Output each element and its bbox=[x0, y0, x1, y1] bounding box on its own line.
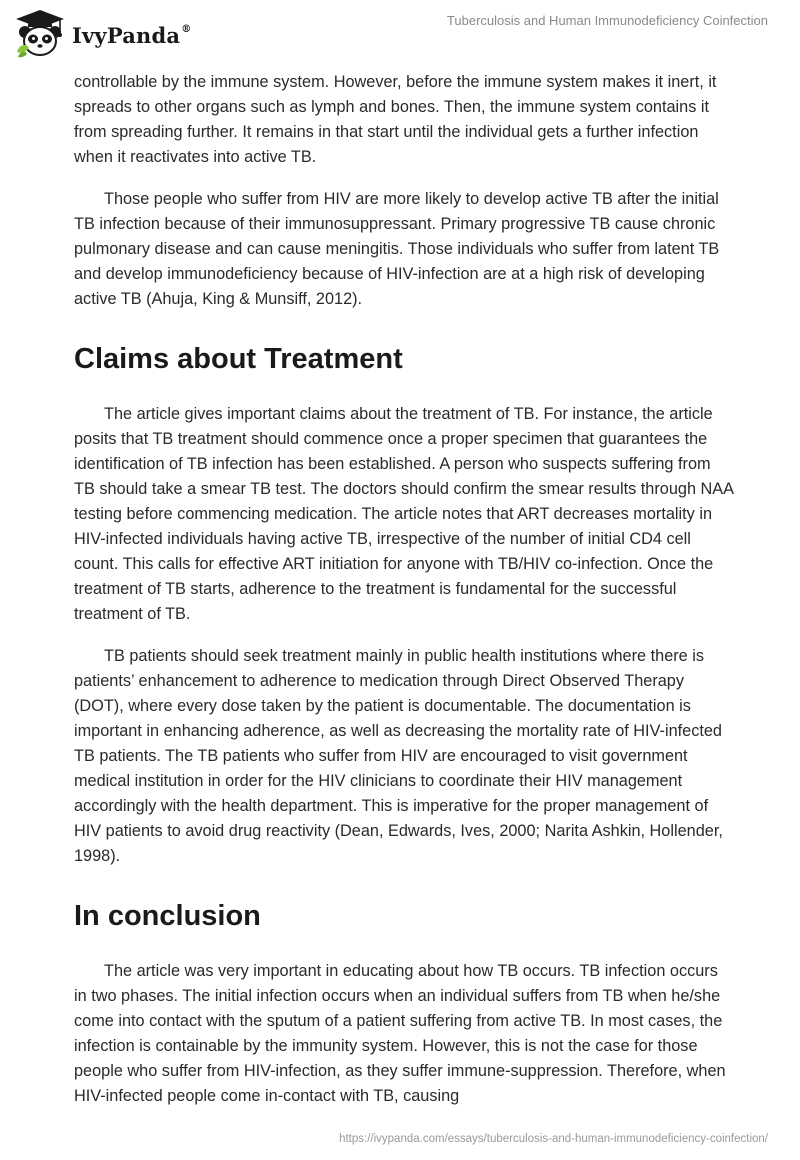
page-header bbox=[0, 0, 800, 70]
paragraph: The article gives important claims about the treatment of TB. For instance, the article posits that TB treatment should commence once a proper specimen that guarantees the identification of TB infection has been established. A person who suspects suffering from TB should take a smear TB test. The doctors should confirm the smear results through NAA testing before commencing medication. The article notes that ART decreases mortality in HIV-infected individuals having active TB, irrespective of the number of initial CD4 cell count. This calls for effective ART initiation for anyone with TB/HIV co-infection. Once the treatment of TB starts, adherence to the treatment is fundamental for the successful treatment of TB. bbox=[74, 405, 734, 623]
paragraph: Those people who suffer from HIV are more likely to develop active TB after the initial TB infection because of their immunosuppressant. Primary progressive TB cause chronic pulmonary disease and can cause meningitis. Those individuals who suffer from latent TB and develop immunodeficiency because of HIV-infection are at a high risk of developing active TB (Ahuja, King & Munsiff, 2012). bbox=[74, 190, 720, 308]
ivypanda-logo[interactable] bbox=[14, 8, 191, 60]
source-url[interactable]: https://ivypanda.com/essays/tuberculosis-and-human-immunodeficiency-coinfection/ bbox=[339, 1133, 768, 1145]
section-heading-conclusion: In conclusion bbox=[74, 900, 261, 932]
essay-body bbox=[74, 70, 734, 1126]
document-title: Tuberculosis and Human Immunodeficiency Coinfection bbox=[446, 13, 768, 28]
logo-wordmark: IvyPanda® bbox=[72, 22, 192, 48]
paragraph: The article was very important in educating about how TB occurs. TB infection occurs in two phases. The initial infection occurs when an individual suffers from TB when he/she come into contact with the sputum of a patient suffering from active TB. In most cases, the infection is containable by the immunity system. However, this is not the case for those people who suffer from HIV-infection, as they suffer immune-suppression. Therefore, when HIV-infected people come in-contact with TB, causing bbox=[74, 962, 726, 1105]
paragraph-continuation: controllable by the immune system. However, before the immune system makes it inert, it spreads to other organs such as lymph and bones. Then, the immune system contains it from spreading further. It remains in that start until the individual gets a further infection when it reactivates into active TB. bbox=[74, 73, 717, 166]
panda-graduate-icon bbox=[14, 8, 66, 60]
section-heading-treatment: Claims about Treatment bbox=[74, 343, 403, 375]
paragraph: TB patients should seek treatment mainly in public health institutions where there is patients’ enhancement to adherence to medication through Direct Observed Therapy (DOT), where every dose taken by the patient is documentable. The documentation is important in enhancing adherence, as well as decreasing the mortality rate of HIV-infected TB patients. The TB patients who suffer from HIV are encouraged to visit government medical institution in order for the HIV clinicians to coordinate their HIV management accordingly with the health department. This is imperative for the proper management of HIV patients to avoid drug reactivity (Dean, Edwards, Ives, 2000; Narita Ashkin, Hollender, 1998). bbox=[74, 647, 723, 865]
